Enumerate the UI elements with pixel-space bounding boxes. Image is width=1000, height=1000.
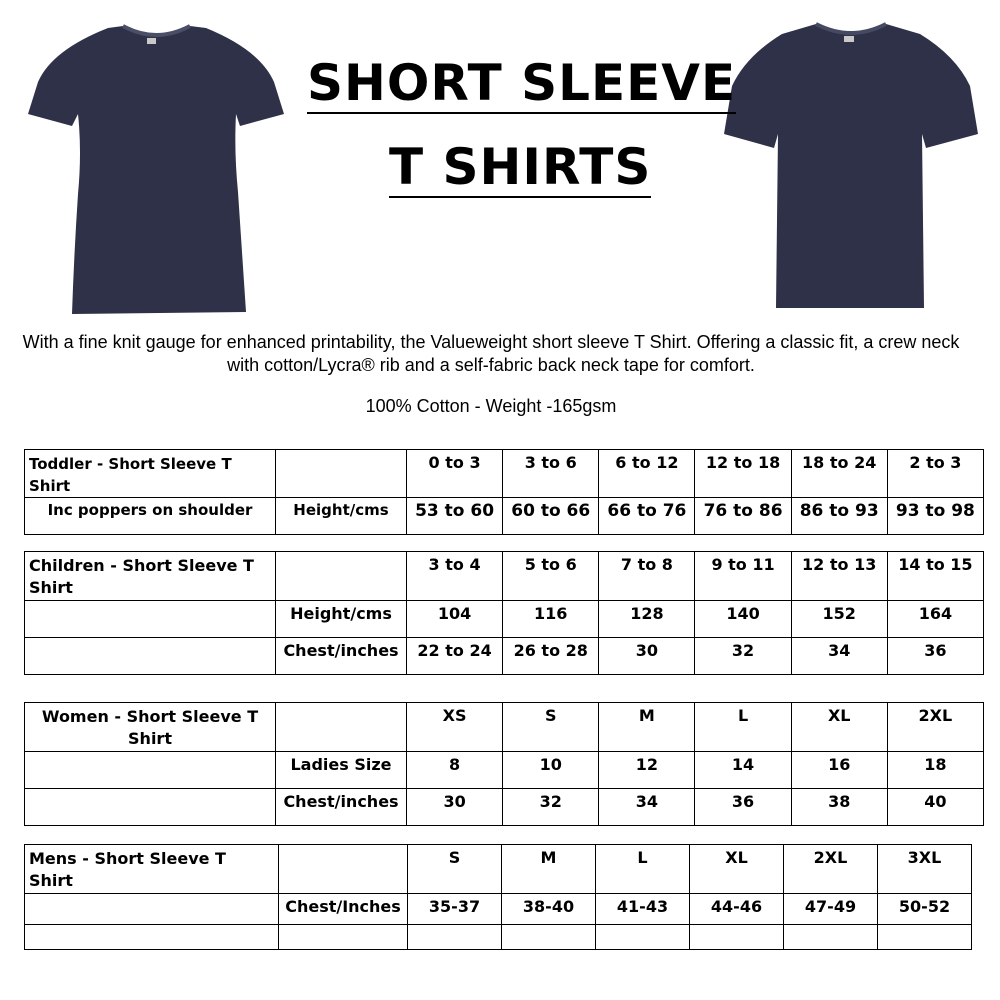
product-spec: 100% Cotton - Weight -165gsm	[365, 396, 617, 416]
table-title: Mens - Short Sleeve T Shirt	[25, 845, 279, 894]
size-cell: S	[503, 703, 599, 752]
table-cell	[276, 552, 407, 601]
size-cell: 2 to 3	[887, 450, 983, 498]
size-cell: XL	[791, 703, 887, 752]
size-cell: M	[502, 845, 596, 894]
value-cell: 116	[503, 601, 599, 638]
table-title: Toddler - Short Sleeve T Shirt	[25, 450, 276, 498]
value-cell: 104	[407, 601, 503, 638]
size-cell: 12 to 13	[791, 552, 887, 601]
value-cell: 8	[407, 752, 503, 789]
table-cell	[25, 925, 279, 950]
table-cell	[279, 845, 408, 894]
size-cell: 14 to 15	[887, 552, 983, 601]
table-cell	[276, 450, 407, 498]
table-title: Women - Short Sleeve T Shirt	[25, 703, 276, 752]
table-row	[25, 789, 984, 826]
size-cell: 3 to 6	[503, 450, 599, 498]
value-cell: 30	[599, 638, 695, 675]
row-label: Ladies Size	[276, 752, 407, 789]
size-cell: 3 to 4	[407, 552, 503, 601]
value-cell: 44-46	[690, 894, 784, 925]
size-cell: 12 to 18	[695, 450, 791, 498]
value-cell: 22 to 24	[407, 638, 503, 675]
value-cell: 36	[887, 638, 983, 675]
size-cell: 5 to 6	[503, 552, 599, 601]
size-cell: M	[599, 703, 695, 752]
size-cell: L	[596, 845, 690, 894]
table-row	[25, 498, 984, 535]
table-row	[25, 450, 984, 498]
table-row	[25, 638, 984, 675]
value-cell: 14	[695, 752, 791, 789]
value-cell: 93 to 98	[887, 498, 983, 535]
value-cell: 164	[887, 601, 983, 638]
value-cell: 47-49	[784, 894, 878, 925]
value-cell: 128	[599, 601, 695, 638]
table-cell	[25, 752, 276, 789]
table-row	[25, 703, 984, 752]
size-cell: 2XL	[887, 703, 983, 752]
table-row	[25, 894, 972, 925]
size-cell: 18 to 24	[791, 450, 887, 498]
row-label: Chest/Inches	[279, 894, 408, 925]
value-cell: 26 to 28	[503, 638, 599, 675]
size-cell: 9 to 11	[695, 552, 791, 601]
table-cell	[25, 638, 276, 675]
page-title-line-1: SHORT SLEEVE	[307, 54, 737, 112]
value-cell: 32	[503, 789, 599, 826]
value-cell: 10	[503, 752, 599, 789]
value-cell: 16	[791, 752, 887, 789]
page-title-line-2: T SHIRTS	[389, 138, 652, 196]
mens-size-table	[24, 844, 972, 950]
size-cell: 7 to 8	[599, 552, 695, 601]
row-label: Height/cms	[276, 498, 407, 535]
value-cell: 35-37	[408, 894, 502, 925]
table-row	[25, 845, 972, 894]
table-cell	[25, 894, 279, 925]
value-cell: 34	[791, 638, 887, 675]
value-cell: 41-43	[596, 894, 690, 925]
value-cell: 140	[695, 601, 791, 638]
value-cell: 32	[695, 638, 791, 675]
row-label: Height/cms	[276, 601, 407, 638]
toddler-size-table	[24, 449, 984, 535]
size-cell: 3XL	[878, 845, 972, 894]
value-cell: 12	[599, 752, 695, 789]
table-cell	[878, 925, 972, 950]
table-row	[25, 552, 984, 601]
size-cell: 0 to 3	[407, 450, 503, 498]
value-cell: 86 to 93	[791, 498, 887, 535]
value-cell: 38	[791, 789, 887, 826]
value-cell: 36	[695, 789, 791, 826]
table-row	[25, 601, 984, 638]
row-note: Inc poppers on shoulder	[25, 498, 276, 535]
table-cell	[276, 703, 407, 752]
table-cell	[279, 925, 408, 950]
table-cell	[502, 925, 596, 950]
value-cell: 60 to 66	[503, 498, 599, 535]
value-cell: 66 to 76	[599, 498, 695, 535]
value-cell: 30	[407, 789, 503, 826]
table-cell	[596, 925, 690, 950]
table-row	[25, 752, 984, 789]
size-cell: S	[408, 845, 502, 894]
table-cell	[25, 789, 276, 826]
womens-tshirt-image	[28, 22, 284, 316]
table-cell	[784, 925, 878, 950]
row-label: Chest/inches	[276, 789, 407, 826]
children-size-table	[24, 551, 984, 675]
value-cell: 53 to 60	[407, 498, 503, 535]
table-cell	[25, 601, 276, 638]
value-cell: 152	[791, 601, 887, 638]
value-cell: 50-52	[878, 894, 972, 925]
value-cell: 40	[887, 789, 983, 826]
size-cell: XL	[690, 845, 784, 894]
size-cell: L	[695, 703, 791, 752]
table-row	[25, 925, 972, 950]
size-cell: XS	[407, 703, 503, 752]
value-cell: 34	[599, 789, 695, 826]
size-cell: 2XL	[784, 845, 878, 894]
value-cell: 18	[887, 752, 983, 789]
table-title: Children - Short Sleeve T Shirt	[25, 552, 276, 601]
childrens-tshirt-image	[724, 22, 978, 312]
table-cell	[408, 925, 502, 950]
value-cell: 76 to 86	[695, 498, 791, 535]
value-cell: 38-40	[502, 894, 596, 925]
size-cell: 6 to 12	[599, 450, 695, 498]
product-description: With a fine knit gauge for enhanced printability, the Valueweight short sleeve T Shirt. Offering a classic fit, a crew neck with cotton/Lycra® rib and a self-fabric back neck tape for comfort.	[22, 332, 960, 375]
row-label: Chest/inches	[276, 638, 407, 675]
women-size-table	[24, 702, 984, 826]
table-cell	[690, 925, 784, 950]
